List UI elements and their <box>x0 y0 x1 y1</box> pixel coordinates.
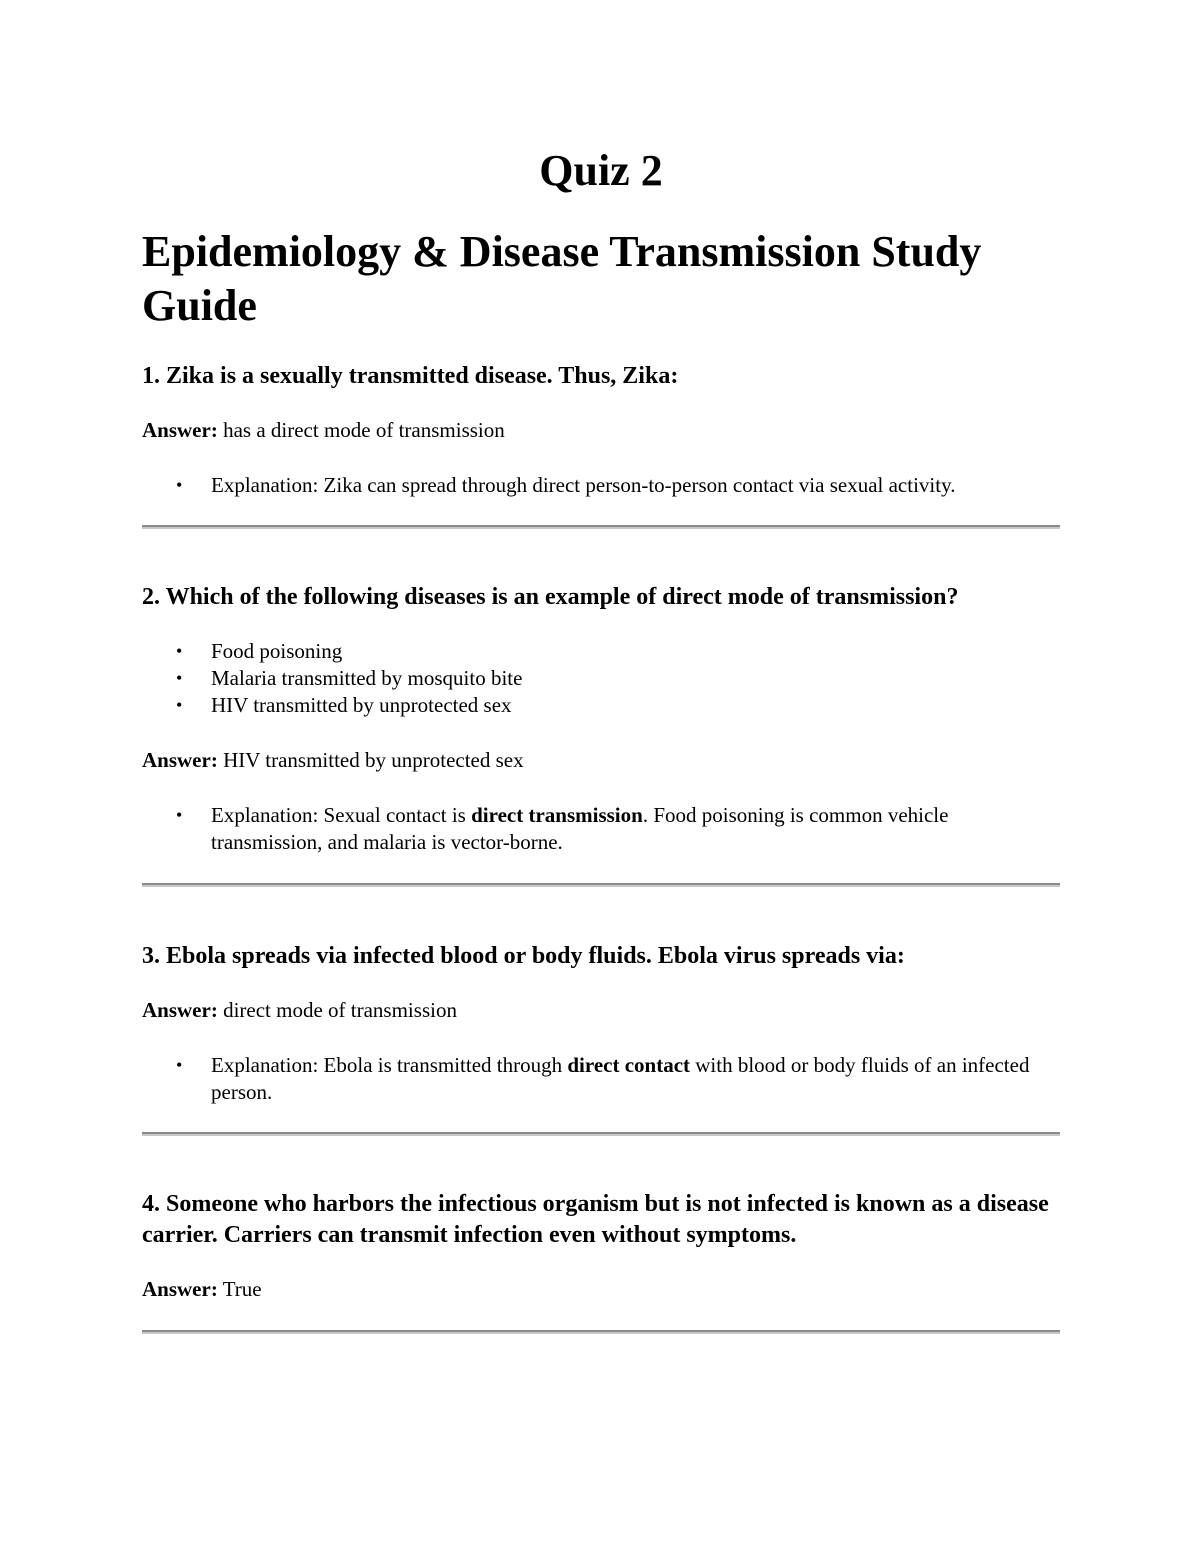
question-text: 2. Which of the following diseases is an example of direct mode of transmission? <box>142 584 959 610</box>
answer-value: True <box>222 1277 262 1301</box>
answer-value: direct mode of transmission <box>223 998 457 1022</box>
answer-line <box>142 747 1060 774</box>
explanation-emphasis: direct contact <box>567 1053 691 1077</box>
option-text: HIV transmitted by unprotected sex <box>211 693 512 717</box>
bullet-icon: • <box>176 805 183 825</box>
explanation-item <box>142 472 1060 499</box>
question-1 <box>142 361 1060 499</box>
section-divider <box>142 1330 1060 1334</box>
section-divider <box>142 525 1060 529</box>
section-divider <box>142 883 1060 887</box>
bullet-icon: • <box>176 475 183 495</box>
section-divider <box>142 1132 1060 1136</box>
explanation-emphasis: direct transmission <box>471 803 643 827</box>
explanation-item <box>142 1052 1060 1106</box>
question-3 <box>142 941 1060 1106</box>
bullet-icon: • <box>176 641 183 661</box>
option-text: Malaria transmitted by mosquito bite <box>211 666 523 690</box>
options-list <box>142 638 1060 719</box>
answer-label: Answer: <box>142 418 218 442</box>
option-item <box>142 638 1060 665</box>
answer-label: Answer: <box>142 1277 218 1301</box>
answer-value: HIV transmitted by unprotected sex <box>223 748 524 772</box>
answer-value: has a direct mode of transmission <box>223 418 505 442</box>
answer-line <box>142 1276 1060 1303</box>
explanation-item <box>142 802 1060 856</box>
quiz-title: Quiz 2 <box>539 146 663 195</box>
question-2 <box>142 582 1060 856</box>
explanation-text: Explanation: Zika can spread through direct person-to-person contact via sexual activity. <box>211 473 956 497</box>
question-4 <box>142 1189 1060 1303</box>
question-text: 1. Zika is a sexually transmitted disease. Thus, Zika: <box>142 363 679 389</box>
explanation-text-start: Explanation: Ebola is transmitted through <box>211 1053 568 1077</box>
question-text: 4. Someone who harbors the infectious organism but is not infected is known as a disease carrier. Carriers can transmit infection even without symptoms. <box>142 1191 1049 1248</box>
guide-title: Epidemiology & Disease Transmission Study Guide <box>142 227 982 330</box>
answer-line <box>142 417 1060 444</box>
option-item <box>142 665 1060 692</box>
explanation-text-start: Explanation: Sexual contact is <box>211 803 472 827</box>
answer-label: Answer: <box>142 748 218 772</box>
explanation-list <box>142 472 1060 499</box>
option-text: Food poisoning <box>211 639 343 663</box>
bullet-icon: • <box>176 668 183 688</box>
bullet-icon: • <box>176 695 183 715</box>
explanation-text-end: with blood or body fluids of an infected person. <box>211 1053 1030 1104</box>
question-text: 3. Ebola spreads via infected blood or body fluids. Ebola virus spreads via: <box>142 943 905 969</box>
answer-label: Answer: <box>142 998 218 1022</box>
explanation-list <box>142 1052 1060 1106</box>
option-item <box>142 692 1060 719</box>
answer-line <box>142 997 1060 1024</box>
explanation-text-end: . Food poisoning is common vehicle transmission, and malaria is vector-borne. <box>211 803 949 854</box>
explanation-list <box>142 802 1060 856</box>
bullet-icon: • <box>176 1055 183 1075</box>
